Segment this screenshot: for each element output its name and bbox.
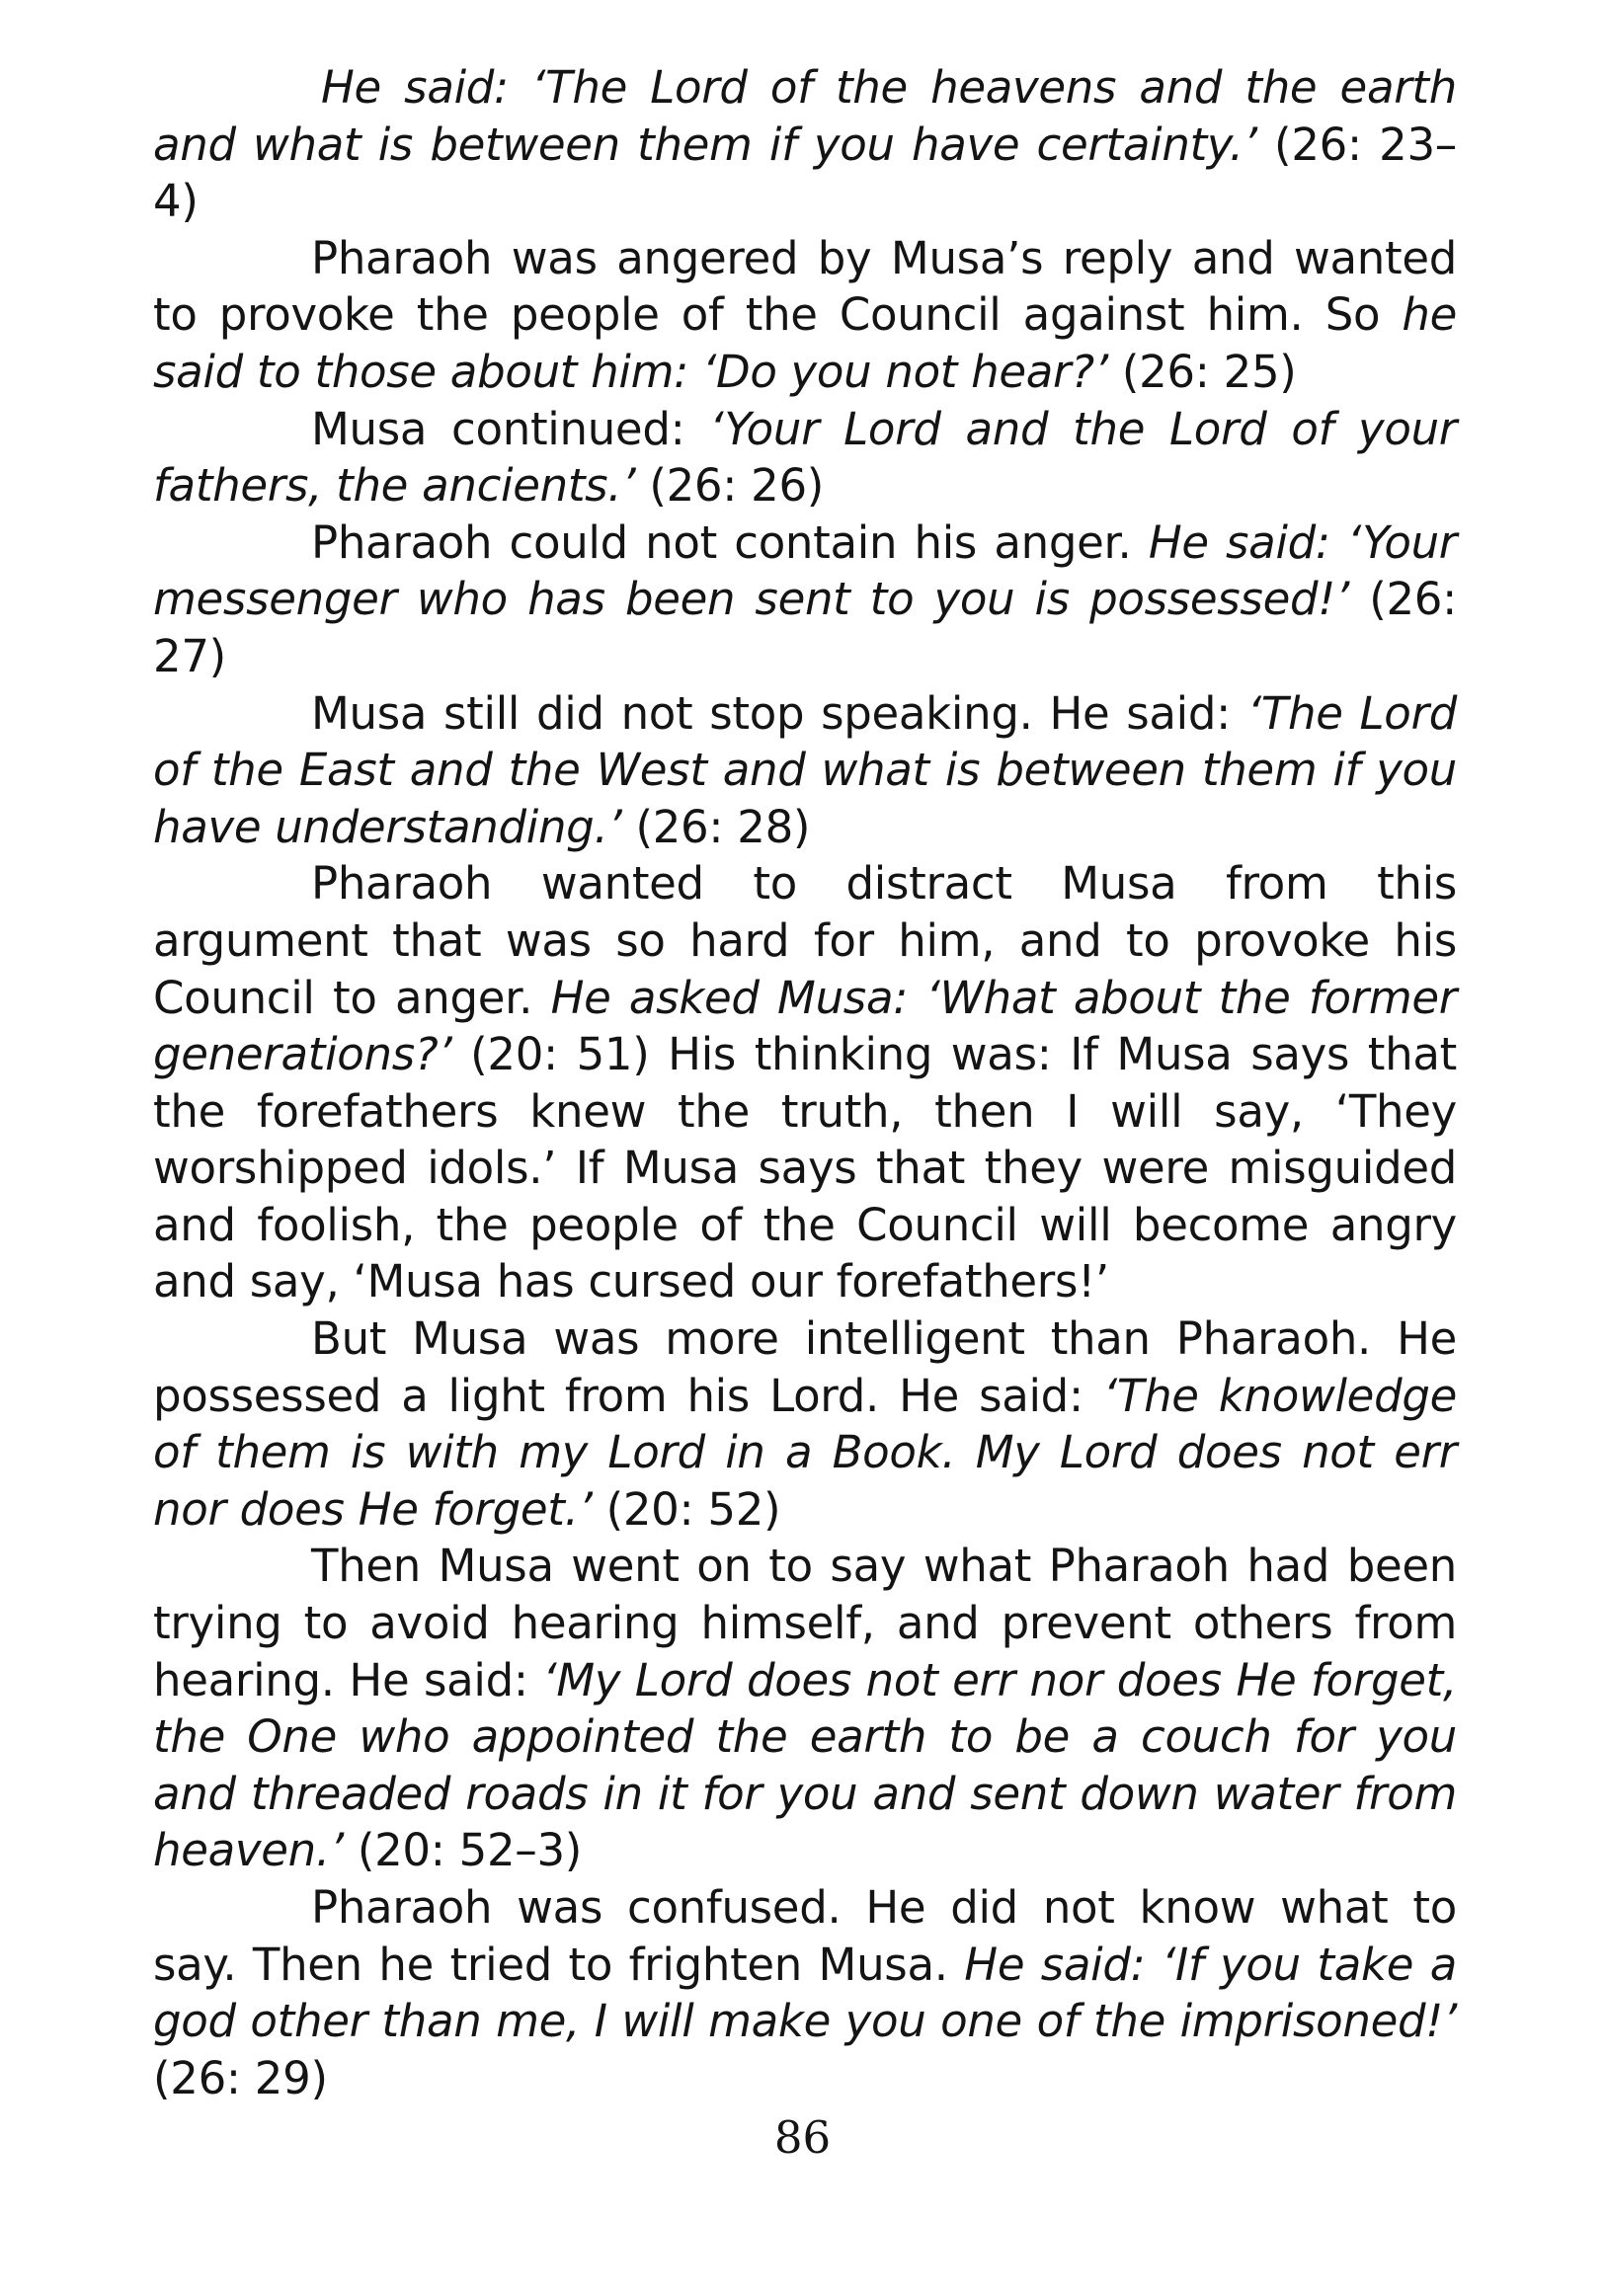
quote: ‘My Lord does not err nor does He forget, the One who appointed the earth to be a couch for you and threaded roads in it for you and sent down water from heaven.’ bbox=[153, 1653, 1457, 1877]
narration: But Musa was more intelligent than Pharaoh. He possessed a light from his Lord. He said: bbox=[153, 1312, 1457, 1422]
citation: (20: 52) bbox=[592, 1482, 781, 1536]
paragraph-3 bbox=[153, 401, 1457, 515]
quote: He asked Musa: ‘What about the former generations?’ bbox=[153, 971, 1458, 1081]
citation: (26: 25) bbox=[1107, 345, 1297, 398]
quote: He said: ‘The Lord of the heavens and the earth and what is between them if you have certainty.’ bbox=[153, 61, 1457, 171]
page-number: 86 bbox=[773, 2111, 832, 2164]
narration: (20: 51) His thinking was: If Musa says that the forefathers knew the truth, then I will say, ‘They worshipped idols.’ If Musa says that they were misguided and foolish, the people of the Council will become angry and say, ‘Musa has cursed our forefathers!’ bbox=[153, 1028, 1457, 1308]
paragraph-8 bbox=[153, 1538, 1457, 1879]
quote: He said: ‘Your messenger who has been sent to you is possessed!’ bbox=[153, 515, 1457, 626]
citation: (26: 27) bbox=[153, 573, 1457, 682]
quote: ‘The knowledge of them is with my Lord in a Book. My Lord does not err nor does He forget.’ bbox=[153, 1369, 1457, 1536]
quote: ‘Your Lord and the Lord of your fathers, the ancients.’ bbox=[153, 402, 1457, 513]
narration: Pharaoh wanted to distract Musa from this argument that was so hard for him, and to provoke his Council to anger. bbox=[153, 857, 1457, 1024]
body-text bbox=[153, 59, 1457, 2106]
citation: (26: 26) bbox=[635, 459, 825, 513]
citation: (26: 28) bbox=[621, 800, 811, 853]
quote: he said to those about him: ‘Do you not hear?’ bbox=[153, 288, 1457, 398]
paragraph-6 bbox=[153, 855, 1457, 1310]
paragraph-1 bbox=[153, 59, 1457, 230]
citation: (20: 52–3) bbox=[343, 1824, 583, 1877]
paragraph-2 bbox=[153, 230, 1457, 401]
narration: Pharaoh was confused. He did not know what to say. Then he tried to frighten Musa. bbox=[153, 1881, 1457, 1991]
paragraph-7 bbox=[153, 1310, 1457, 1538]
narration: Musa still did not stop speaking. He said: bbox=[311, 686, 1247, 740]
narration: Pharaoh could not contain his anger. bbox=[311, 515, 1149, 569]
narration: Musa continued: bbox=[311, 402, 710, 455]
paragraph-5 bbox=[153, 685, 1457, 856]
quote: He said: ‘If you take a god other than me, I will make you one of the imprisoned!’ bbox=[153, 1938, 1457, 2048]
paragraph-4 bbox=[153, 515, 1457, 685]
narration: Pharaoh was angered by Musa’s reply and wanted to provoke the people of the Council against him. So bbox=[153, 231, 1457, 342]
paragraph-9 bbox=[153, 1879, 1457, 2106]
citation: (26: 29) bbox=[153, 2051, 328, 2104]
quote: ‘The Lord of the East and the West and what is between them if you have understanding.’ bbox=[153, 686, 1457, 853]
narration: Then Musa went on to say what Pharaoh had been trying to avoid hearing himself, and prevent others from hearing. He said: bbox=[153, 1540, 1457, 1706]
citation: (26: 23–4) bbox=[153, 118, 1457, 228]
